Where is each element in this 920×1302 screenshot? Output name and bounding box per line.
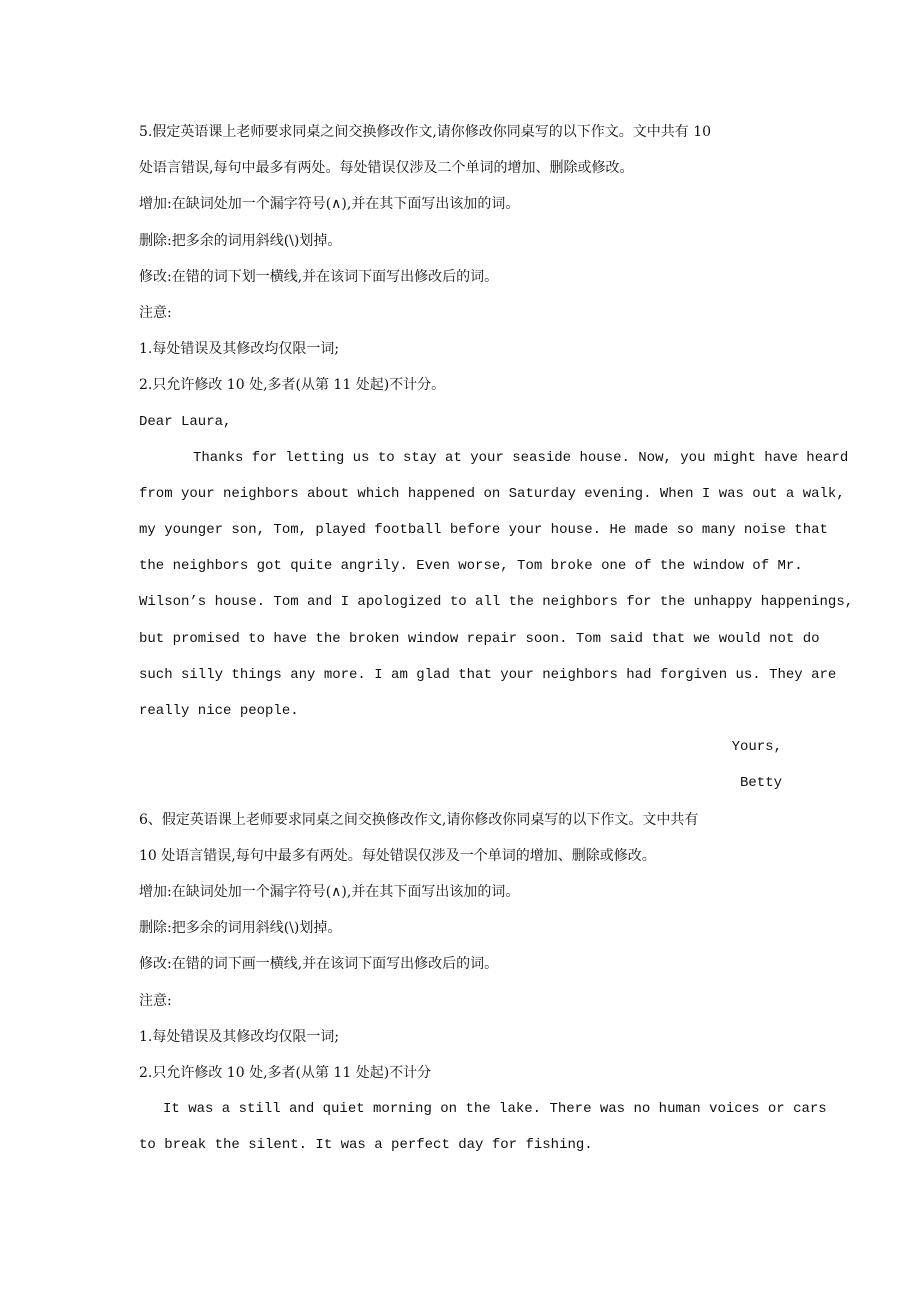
p6-note2: 2.只允许修改 10 处,多者(从第 11 处起)不计分 xyxy=(139,1064,432,1081)
p5-note1: 1.每处错误及其修改均仅限一词; xyxy=(139,341,340,358)
p5-letter-line: such silly things any more. I am glad that your neighbors had forgiven us. They are xyxy=(139,666,837,683)
p5-closing: Yours, xyxy=(731,739,782,756)
p6-note1: 1.每处错误及其修改均仅限一词; xyxy=(139,1028,340,1045)
p6-instruction-line1: 6、假定英语课上老师要求同桌之间交换修改作文,请你修改你同桌写的以下作文。文中共有 xyxy=(139,811,699,828)
p5-letter-line: Wilson’s house. Tom and I apologized to all the neighbors for the unhappy happenings, xyxy=(139,594,854,611)
p5-modify-rule: 修改:在错的词下划一横线,并在该词下面写出修改后的词。 xyxy=(139,268,499,285)
p5-letter-line: Thanks for letting us to stay at your seaside house. Now, you might have heard xyxy=(193,449,849,466)
document-page xyxy=(139,114,854,1163)
p6-note-label: 注意: xyxy=(139,992,172,1009)
p6-instruction-line2: 10 处语言错误,每句中最多有两处。每处错误仅涉及一个单词的增加、删除或修改。 xyxy=(139,847,656,864)
p5-note2: 2.只允许修改 10 处,多者(从第 11 处起)不计分。 xyxy=(139,377,446,394)
p5-signature: Betty xyxy=(739,775,782,792)
p5-instruction-line2: 处语言错误,每句中最多有两处。每处错误仅涉及二个单词的增加、删除或修改。 xyxy=(139,160,634,177)
p6-passage-line: to break the silent. It was a perfect day for fishing. xyxy=(139,1137,593,1154)
p6-modify-rule: 修改:在错的词下画一横线,并在该词下面写出修改后的词。 xyxy=(139,956,499,973)
p5-letter-line: from your neighbors about which happened on Saturday evening. When I was out a walk, xyxy=(139,485,845,502)
p5-add-rule: 增加:在缺词处加一个漏字符号(∧),并在其下面写出该加的词。 xyxy=(139,196,520,213)
p6-add-rule: 增加:在缺词处加一个漏字符号(∧),并在其下面写出该加的词。 xyxy=(139,883,520,900)
p5-letter-line: but promised to have the broken window repair soon. Tom said that we would not do xyxy=(139,630,820,647)
p5-letter-line: really nice people. xyxy=(139,703,299,719)
p5-greeting: Dear Laura, xyxy=(139,413,232,430)
p6-delete-rule: 删除:把多余的词用斜线(\)划掉。 xyxy=(139,920,342,937)
p5-letter-line: my younger son, Tom, played football before your house. He made so many noise that xyxy=(139,522,828,539)
p5-note-label: 注意: xyxy=(139,304,172,321)
p5-instruction-line1: 5.假定英语课上老师要求同桌之间交换修改作文,请你修改你同桌写的以下作文。文中共有 10 xyxy=(139,124,712,140)
p5-delete-rule: 删除:把多余的词用斜线(\)划掉。 xyxy=(139,232,342,249)
p5-letter-line: the neighbors got quite angrily. Even worse, Tom broke one of the window of Mr. xyxy=(139,558,803,575)
p6-passage-line: It was a still and quiet morning on the lake. There was no human voices or cars xyxy=(163,1101,827,1118)
